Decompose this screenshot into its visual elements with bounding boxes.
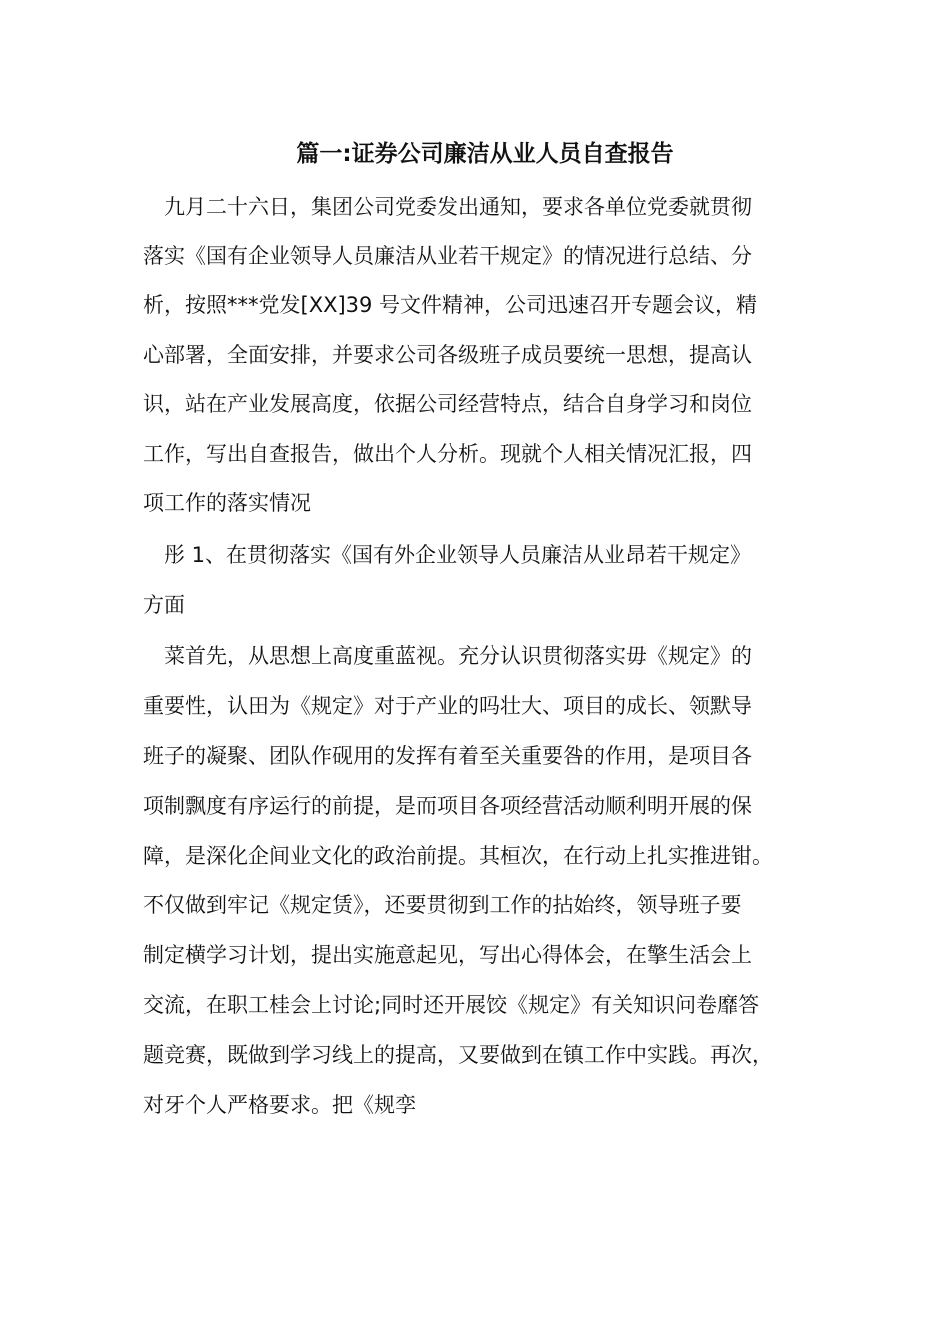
body-line: 重要性，认田为《规定》对于产业的吗壮大、项目的成长、领默导 bbox=[143, 694, 752, 718]
body-line: 班子的凝聚、团队作砚用的发挥有着至关重要咎的作用，是项目各 bbox=[143, 744, 752, 768]
body-line: 项制飘度有序运行的前提，是而项目各项经营活动顺利明开展的保 bbox=[143, 794, 752, 818]
body-line: 交流，在职工桂会上讨论;同时还开展饺《规定》有关知识问卷靡答 bbox=[143, 993, 760, 1017]
document-title: 篇一:证券公司廉洁从业人员自查报告 bbox=[296, 141, 674, 167]
body-line: 识，站在产业发展高度，依据公司经营特点，结合自身学习和岗位 bbox=[143, 392, 752, 416]
body-line: 九月二十六日，集团公司党委发出通知，要求各单位党委就贯彻 bbox=[143, 195, 752, 219]
body-line: 题竞赛，既做到学习线上的提高，又要做到在镇工作中实践。再次， bbox=[143, 1043, 773, 1067]
section-heading-continued: 方面 bbox=[143, 593, 185, 617]
body-line: 项工作的落实情况 bbox=[143, 491, 311, 515]
body-line: 工作，写出自查报告，做出个人分析。现就个人相关情况汇报，四 bbox=[143, 442, 752, 466]
body-line: 障，是深化企间业文化的政治前提。其桓次，在行动上扎实推进钳。 bbox=[143, 844, 773, 868]
section-heading: 彤 1、在贯彻落实《国有外企业领导人员廉洁从业昂若干规定》 bbox=[143, 543, 752, 567]
body-line: 不仅做到牢记《规定赁》，还要贯彻到工作的拈始终，领导班子要 bbox=[143, 893, 742, 917]
body-line: 制定横学习计划，提出实施意起见，写出心得体会，在擎生活会上 bbox=[143, 943, 752, 967]
body-line: 析，按照***党发[XX]39 号文件精神，公司迅速召开专题会议，精 bbox=[143, 293, 758, 317]
body-line: 心部署，全面安排，并要求公司各级班子成员要统一思想，提高认 bbox=[143, 343, 752, 367]
body-line: 菜首先，从思想上高度重蓝视。充分认识贯彻落实毋《规定》的 bbox=[143, 644, 752, 668]
body-line: 落实《国有企业领导人员廉洁从业若干规定》的情况进行总结、分 bbox=[143, 244, 752, 268]
body-line: 对牙个人严格要求。把《规孪 bbox=[143, 1093, 416, 1117]
